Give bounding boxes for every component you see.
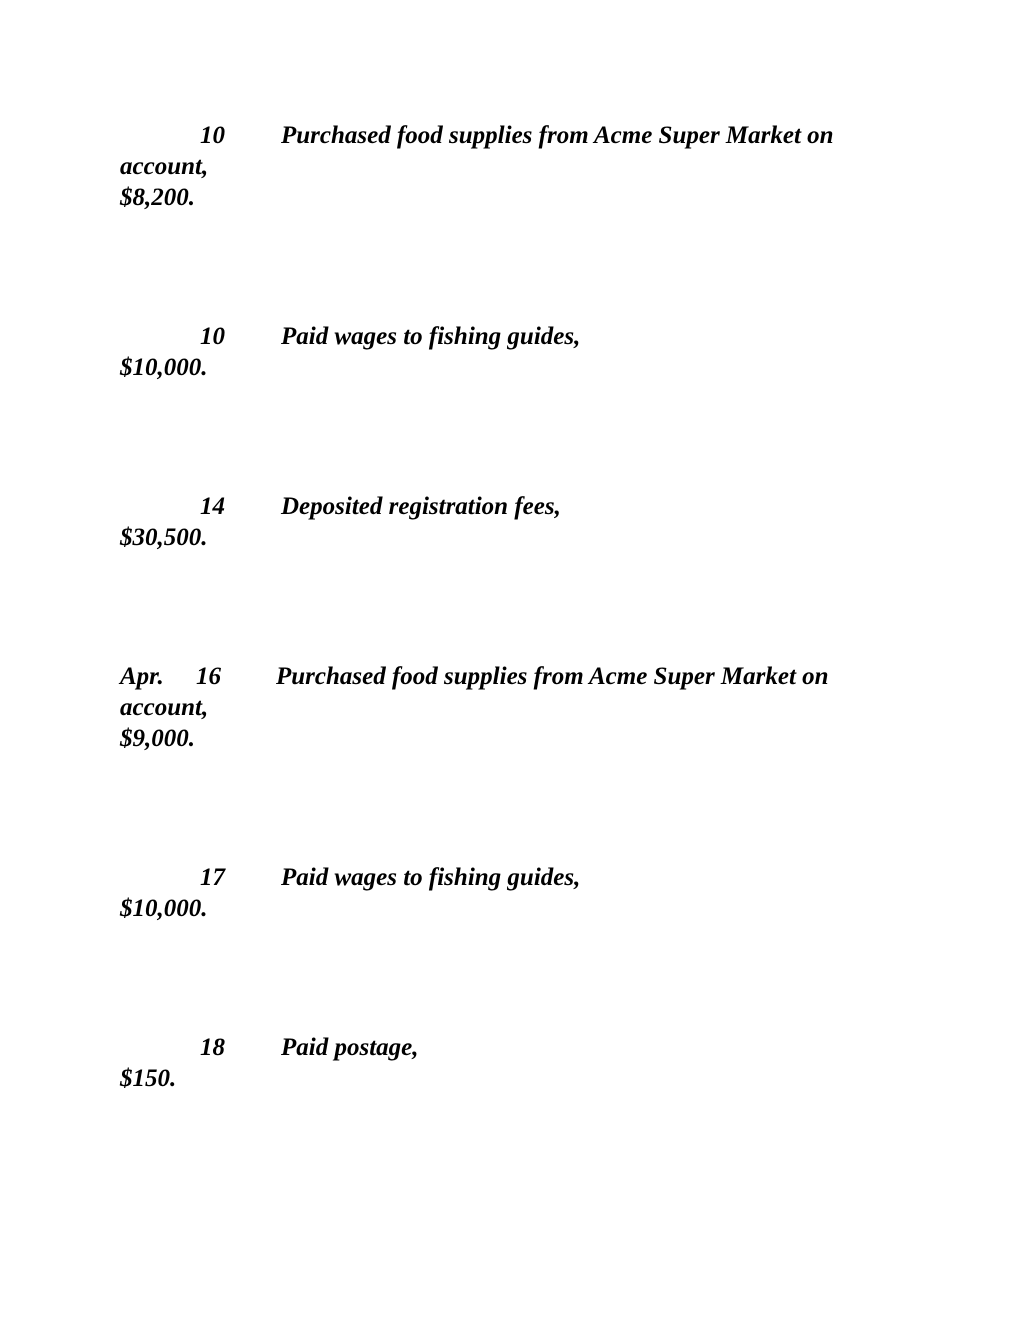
- transaction-day: 10: [200, 323, 225, 350]
- transaction-description-continuation: account,: [120, 694, 209, 721]
- transaction-amount: $9,000.: [120, 725, 195, 752]
- transaction-amount: $150.: [120, 1065, 177, 1092]
- transaction-description: Purchased food supplies from Acme Super Market on: [281, 122, 834, 149]
- transaction-first-line: [120, 1032, 920, 1063]
- transaction-description: Deposited registration fees,: [281, 493, 561, 520]
- transaction-amount: $10,000.: [120, 354, 208, 381]
- transaction-description: Paid postage,: [281, 1034, 419, 1061]
- transaction-entry: [120, 661, 920, 754]
- transaction-day: 10: [200, 122, 225, 149]
- transaction-entry: [120, 1032, 920, 1094]
- transaction-first-line: [120, 321, 920, 352]
- transaction-entry: [120, 491, 920, 553]
- transaction-first-line: [120, 661, 920, 692]
- transaction-amount: $8,200.: [120, 184, 195, 211]
- transaction-amount: $30,500.: [120, 524, 208, 551]
- transaction-day: 18: [200, 1034, 225, 1061]
- transaction-day: 17: [200, 864, 225, 891]
- transaction-entry: [120, 120, 920, 213]
- transaction-first-line: [120, 491, 920, 522]
- transaction-first-line: [120, 120, 920, 151]
- transaction-month: Apr.: [120, 663, 164, 690]
- transaction-description: Paid wages to fishing guides,: [281, 323, 581, 350]
- transaction-entry: [120, 321, 920, 383]
- transaction-day: 14: [200, 493, 225, 520]
- transaction-first-line: [120, 862, 920, 893]
- transaction-description-continuation: account,: [120, 153, 209, 180]
- transaction-day: 16: [196, 663, 221, 690]
- transaction-description: Purchased food supplies from Acme Super Market on: [276, 663, 829, 690]
- transaction-description: Paid wages to fishing guides,: [281, 864, 581, 891]
- transaction-entry: [120, 862, 920, 924]
- transaction-amount: $10,000.: [120, 895, 208, 922]
